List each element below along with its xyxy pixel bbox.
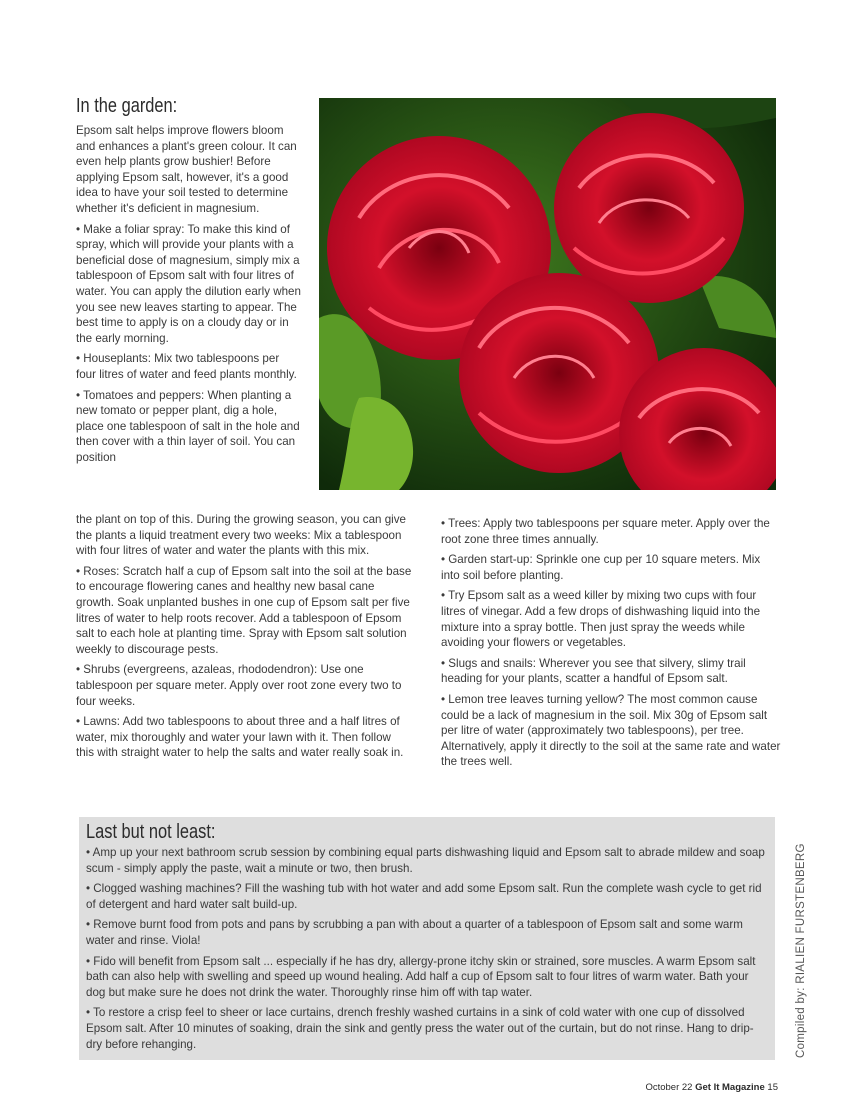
- tip-washing-machine: • Clogged washing machines? Fill the washing tub with hot water and add some Epsom salt. Run the complete wash cycle to get rid of detergent and hard water salt build-up.: [86, 882, 762, 911]
- tip-lawns: • Lawns: Add two tablespoons to about three and a half litres of water, mix thoroughly and water your lawn with it. Then follow this with straight water to help the salts and water really soak in.: [76, 715, 404, 760]
- rose-top-right: [554, 113, 744, 303]
- tip-foliar-spray: • Make a foliar spray: To make this kind of spray, which will provide your plants with a beneficial dose of magnesium, simply mix a tablespoon of Epsom salt with four litres of water. You can apply the dilution early when you see new leaves starting to appear. The best time to apply is on a cloudy day or in the early morning.: [76, 222, 301, 345]
- tip-weed-killer: • Try Epsom salt as a weed killer by mixing two cups with four litres of vinegar. Add a few drops of dishwashing liquid into the mixture into a spray bottle. Then just spray the weeds while avoiding your flowers or vegetables.: [441, 589, 761, 650]
- section-heading-garden: In the garden:: [76, 95, 178, 117]
- tip-dog-bath: • Fido will benefit from Epsom salt ... especially if he has dry, allergy-prone itchy skin or strained, sore muscles. A warm Epsom salt bath can also help with swelling and speed up wound healing. Add half a cup of Epsom salt to four litres of warm water. Bath your dog but make sure he does not drink the water. Thoroughly rinse him off with tap water.: [86, 954, 756, 999]
- tip-houseplants: • Houseplants: Mix two tablespoons per four litres of water and feed plants monthly.: [76, 352, 297, 381]
- tip-shrubs: • Shrubs (evergreens, azaleas, rhododendron): Use one tablespoon per square meter. Apply over root zone every two to four weeks.: [76, 663, 402, 708]
- section-heading-last: Last but not least:: [86, 821, 216, 843]
- garden-column-wide: [76, 512, 412, 766]
- tip-slugs: • Slugs and snails: Wherever you see that silvery, slimy trail heading for your plants, scatter a handful of Epsom salt.: [441, 656, 746, 686]
- tip-garden-startup: • Garden start-up: Sprinkle one cup per 10 square meters. Mix into soil before planting.: [441, 553, 761, 582]
- tip-trees: • Trees: Apply two tablespoons per square meter. Apply over the root zone three times annually.: [441, 517, 770, 546]
- tip-tomatoes-start: • Tomatoes and peppers: When planting a new tomato or pepper plant, dig a hole, place one tablespoon of salt in the hole and then cover with a thin layer of soil. You can position: [76, 388, 300, 464]
- roses-illustration: [319, 98, 776, 490]
- tip-burnt-food: • Remove burnt food from pots and pans by scrubbing a pan with about a quarter of a tablespoon of Epsom salt and some warm water and rinse. Viola!: [86, 918, 743, 947]
- footer-page-number: 15: [767, 1082, 778, 1093]
- last-but-not-least-box: [79, 817, 775, 1060]
- red-roses-photo: [319, 98, 776, 490]
- garden-column-narrow: [76, 123, 301, 470]
- author-credit: Compiled by: RIALIEN FURSTENBERG: [795, 843, 807, 1058]
- footer-magazine: Get It Magazine: [695, 1082, 765, 1093]
- tip-curtains: • To restore a crisp feel to sheer or lace curtains, drench freshly washed curtains in a sink of cold water with one cup of dissolved Epsom salt. After 10 minutes of soaking, drain the sink and gently press the water out of the curtain, but do not rinse. Hang to drip-dry before rehanging.: [86, 1006, 754, 1051]
- tip-roses: • Roses: Scratch half a cup of Epsom salt into the soil at the base to encourage flowering canes and healthy new basal cane growth. Soak unplanted bushes in one cup of Epsom salt per five litres of water to help roots recover. Add a tablespoon of Epsom salt to each hole at planting time. Spray with Epsom salt solution weekly to discourage pests.: [76, 564, 412, 656]
- tip-tomatoes-continued: the plant on top of this. During the growing season, you can give the plants a liquid treatment every two weeks: Mix a tablespoon with four litres of water and water the plants with this mix.: [76, 513, 406, 558]
- garden-column-right: [441, 516, 781, 775]
- tip-bathroom-scrub: • Amp up your next bathroom scrub session by combining equal parts dishwashing liquid and Epsom salt to abrade mildew and soap scum - simply apply the paste, wait a minute or two, then brush.: [86, 846, 765, 875]
- garden-intro: Epsom salt helps improve flowers bloom and enhances a plant's green colour. It can even help plants grow bushier! Before applying Epsom salt, however, it's a good idea to have your soil tested to determine whether it's deficient in magnesium.: [76, 124, 297, 215]
- footer-date: October 22: [645, 1082, 693, 1093]
- tip-lemon-tree: • Lemon tree leaves turning yellow? The most common cause could be a lack of magnesium in the soil. Mix 30g of Epsom salt per litre of water (approximately two tablespoons), per tree. Alternatively, apply it directly to the soil at the same rate and water the trees well.: [441, 692, 781, 769]
- page-footer: [645, 1082, 778, 1093]
